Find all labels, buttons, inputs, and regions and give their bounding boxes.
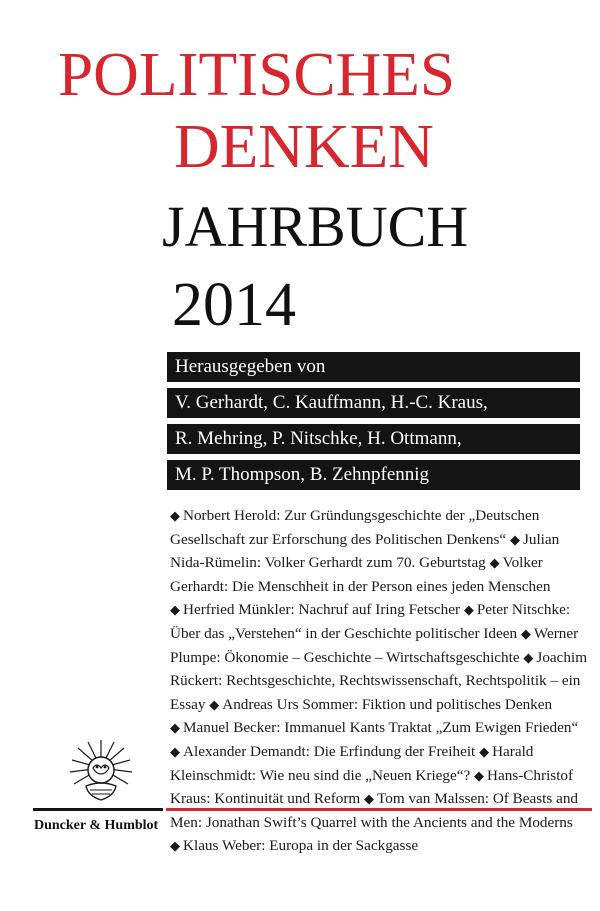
publisher-emblem-icon xyxy=(66,738,136,804)
divider-red xyxy=(166,808,592,811)
contents-item: Joachim Rückert: Rechtsgeschichte, Rechtswissenschaft, Rechtspolitik – ein Essay xyxy=(170,648,588,713)
bullet-diamond-icon: ◆ xyxy=(170,838,180,854)
contents-item: Norbert Herold: Zur Gründungsgeschichte der „Deutschen Gesellschaft zur Erforschung des Politischen Denkens“ xyxy=(170,507,540,548)
divider-black xyxy=(33,808,163,811)
contents-item: Tom van Malssen: Of Beasts and Men: Jonathan Swift’s Quarrel with the Ancients and the Moderns xyxy=(170,790,579,831)
subtitle-jahrbuch: JAHRBUCH xyxy=(162,194,469,259)
bullet-diamond-icon: ◆ xyxy=(364,791,375,807)
bullet-diamond-icon: ◆ xyxy=(170,508,180,523)
bullet-diamond-icon: ◆ xyxy=(474,767,485,783)
bullet-diamond-icon: ◆ xyxy=(489,555,500,571)
bullet-diamond-icon: ◆ xyxy=(523,649,534,665)
bullet-diamond-icon: ◆ xyxy=(209,696,220,712)
contents-item: Werner Plumpe: Ökonomie – Geschichte – Wirtschaftsgeschichte xyxy=(170,624,579,666)
contents-item: Julian Nida-Rümelin: Volker Gerhardt zum 70. Geburtstag xyxy=(170,530,560,572)
title-line-1: POLITISCHES xyxy=(58,41,456,109)
contents-item: Herfried Münkler: Nachruf auf Iring Fetscher xyxy=(183,601,464,619)
contents-item: Hans-Christof Kraus: Kontinuität und Reform xyxy=(170,766,574,808)
bullet-diamond-icon: ◆ xyxy=(463,602,474,618)
bullet-diamond-icon: ◆ xyxy=(509,531,520,547)
bullet-diamond-icon: ◆ xyxy=(170,743,180,759)
contents-item: Alexander Demandt: Die Erfindung der Freiheit xyxy=(183,742,480,760)
editors-line-1: V. Gerhardt, C. Kauffmann, H.-C. Kraus, xyxy=(167,388,580,418)
subtitle-year: 2014 xyxy=(172,271,296,339)
contents-item: Volker Gerhardt: Die Menschheit in der Person eines jeden Menschen xyxy=(170,554,551,595)
bullet-diamond-icon: ◆ xyxy=(479,743,490,759)
bullet-diamond-icon: ◆ xyxy=(170,602,180,618)
contents-item: Klaus Weber: Europa in der Sackgasse xyxy=(183,837,419,855)
editors-line-3: M. P. Thompson, B. Zehnpfennig xyxy=(167,460,580,490)
bullet-diamond-icon: ◆ xyxy=(520,625,531,641)
table-of-contents xyxy=(170,504,590,858)
bullet-diamond-icon: ◆ xyxy=(170,720,180,736)
publisher-name: Duncker & Humblot xyxy=(34,818,159,833)
editors-intro: Herausgegeben von xyxy=(167,352,580,382)
contents-item: Manuel Becker: Immanuel Kants Traktat „Zum Ewigen Frieden“ xyxy=(183,719,579,737)
contents-item: Peter Nitschke: Über das „Verstehen“ in der Geschichte politischer Ideen xyxy=(170,601,571,642)
contents-item: Andreas Urs Sommer: Fiktion und politisches Denken xyxy=(222,695,553,713)
contents-item: Harald Kleinschmidt: Wie neu sind die „Neuen Kriege“? xyxy=(170,742,534,784)
editors-line-2: R. Mehring, P. Nitschke, H. Ottmann, xyxy=(167,424,580,454)
title-line-2: DENKEN xyxy=(174,113,434,181)
